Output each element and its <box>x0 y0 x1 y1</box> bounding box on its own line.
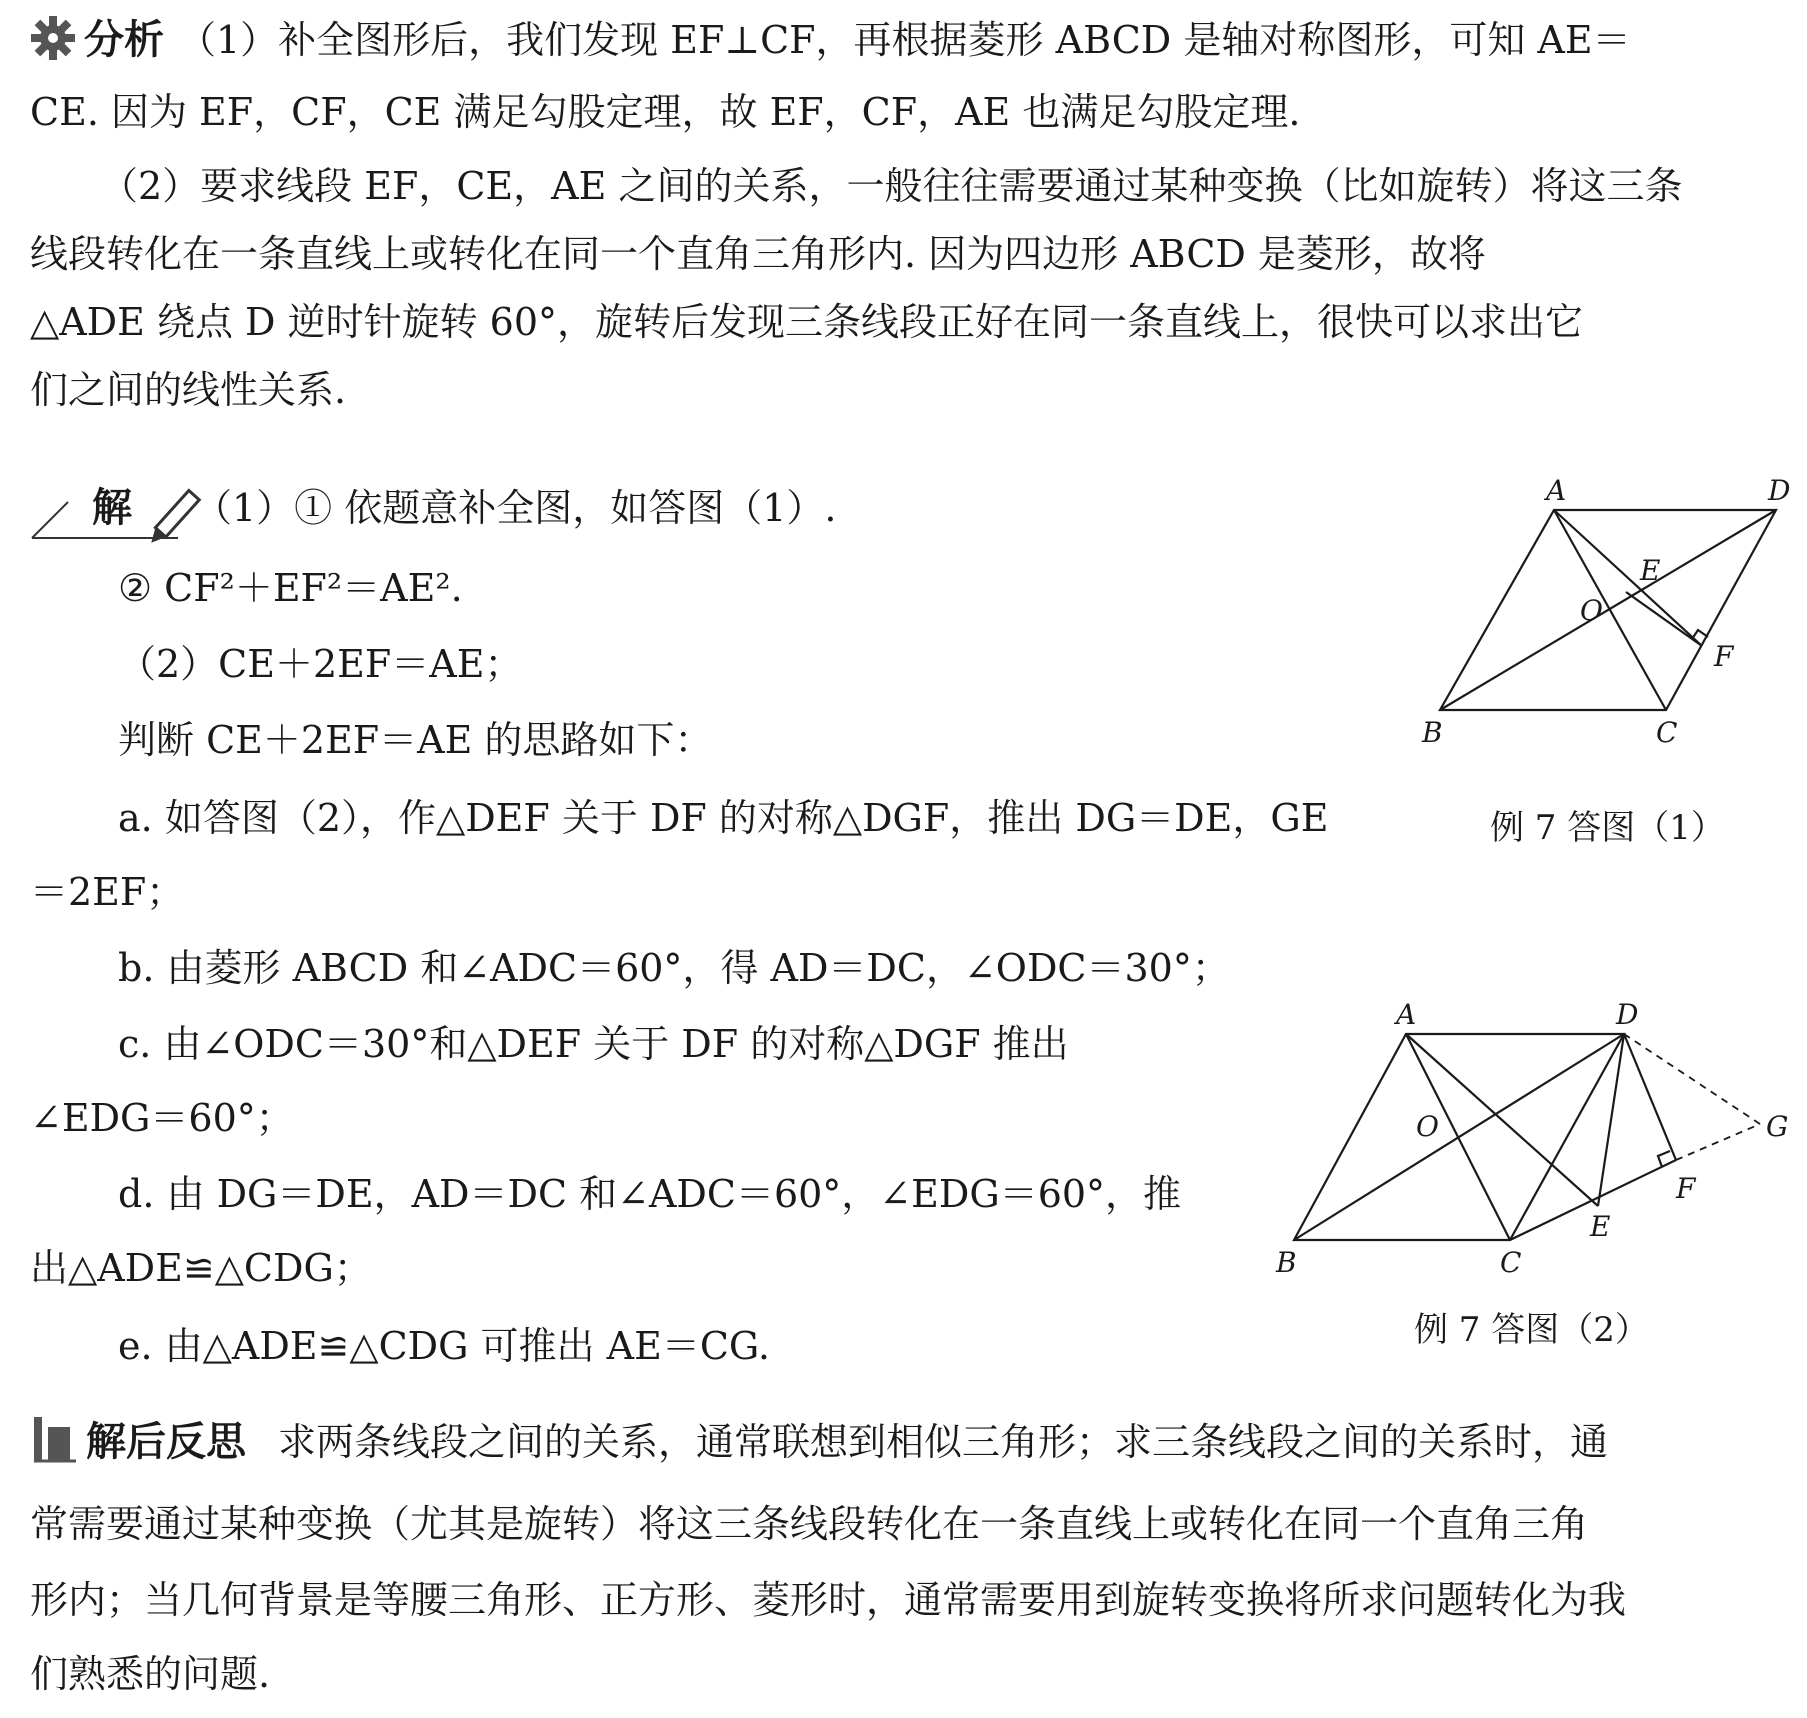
analysis-line-2: CE. 因为 EF，CF，CE 满足勾股定理，故 EF，CF，AE 也满足勾股定理. <box>30 90 1301 134</box>
label-C: C <box>1500 1246 1522 1279</box>
label-A: A <box>1546 474 1567 507</box>
segment-af <box>1554 510 1702 646</box>
segment-de <box>1598 1034 1624 1206</box>
solution-line-9: ∠EDG＝60°； <box>30 1096 294 1140</box>
figure-1 <box>1400 470 1800 750</box>
solution-text: （1）① 依题意补全图，如答图（1）. <box>194 486 837 530</box>
solution-line-10: d. 由 DG＝DE，AD＝DC 和∠ADC＝60°，∠EDG＝60°，推 <box>118 1172 1182 1216</box>
segment-df <box>1624 1034 1676 1160</box>
solution-line-6: ＝2EF； <box>30 870 185 914</box>
analysis-heading: 分析 <box>84 17 164 63</box>
label-O: O <box>1580 594 1603 627</box>
analysis-line-6: 们之间的线性关系. <box>30 368 347 412</box>
solution-line-4: 判断 CE＋2EF＝AE 的思路如下： <box>118 718 713 762</box>
solution-line-12: e. 由△ADE≌△CDG 可推出 AE＝CG. <box>118 1324 770 1368</box>
label-C: C <box>1656 716 1678 749</box>
analysis-line-3: （2）要求线段 EF，CE，AE 之间的关系，一般往往需要通过某种变换（比如旋转）将这三条 <box>100 164 1683 208</box>
reflection-line-4: 们熟悉的问题. <box>30 1652 271 1696</box>
label-F: F <box>1714 640 1734 673</box>
solution-line-3: （2）CE＋2EF＝AE； <box>118 642 523 686</box>
label-D: D <box>1768 474 1791 507</box>
analysis-line-5: △ADE 绕点 D 逆时针旋转 60°，旋转后发现三条线段正好在同一条直线上，很快可以求出它 <box>30 300 1584 344</box>
label-A: A <box>1396 1000 1417 1031</box>
label-F: F <box>1676 1172 1696 1205</box>
reflection-text: 求两条线段之间的关系，通常联想到相似三角形；求三条线段之间的关系时，通 <box>278 1420 1609 1464</box>
label-E: E <box>1640 554 1661 587</box>
solution-line-8: c. 由∠ODC＝30°和△DEF 关于 DF 的对称△DGF 推出 <box>118 1022 1069 1066</box>
reflection-line-3: 形内；当几何背景是等腰三角形、正方形、菱形时，通常需要用到旋转变换将所求问题转化为我 <box>30 1578 1627 1622</box>
reflection-line-1 <box>30 1404 1790 1490</box>
book-icon <box>30 1413 80 1490</box>
solution-heading: 解 <box>92 485 132 531</box>
solution-line-5: a. 如答图（2），作△DEF 关于 DF 的对称△DGF，推出 DG＝DE，GE <box>118 796 1329 840</box>
label-D: D <box>1616 1000 1639 1031</box>
label-B: B <box>1422 716 1443 749</box>
label-B: B <box>1276 1246 1297 1279</box>
label-O: O <box>1416 1110 1439 1143</box>
solution-line-1 <box>92 470 1392 546</box>
reflection-line-2: 常需要通过某种变换（尤其是旋转）将这三条线段转化在一条直线上或转化在同一个直角三角 <box>30 1502 1589 1546</box>
segment-ef <box>1626 592 1702 646</box>
figure-2-caption: 例 7 答图（2） <box>1414 1310 1649 1350</box>
diagonal-bd <box>1440 510 1776 710</box>
reflection-heading: 解后反思 <box>86 1419 246 1465</box>
analysis-line-4: 线段转化在一条直线上或转化在同一个直角三角形内. 因为四边形 ABCD 是菱形，故将 <box>30 232 1486 276</box>
solution-line-11: 出△ADE≌△CDG； <box>30 1246 372 1290</box>
figure-2 <box>1260 1000 1800 1290</box>
label-G: G <box>1766 1110 1789 1143</box>
figure-1-caption: 例 7 答图（1） <box>1490 808 1725 848</box>
label-E: E <box>1590 1210 1611 1243</box>
dashed-fg <box>1676 1124 1760 1160</box>
analysis-text: （1）补全图形后，我们发现 EF⊥CF，再根据菱形 ABCD 是轴对称图形，可知 AE＝ <box>178 18 1631 62</box>
solution-line-2: ② CF²＋EF²＝AE². <box>118 566 463 610</box>
dashed-dg <box>1624 1034 1760 1124</box>
solution-line-7: b. 由菱形 ABCD 和∠ADC＝60°，得 AD＝DC，∠ODC＝30°； <box>118 946 1230 990</box>
